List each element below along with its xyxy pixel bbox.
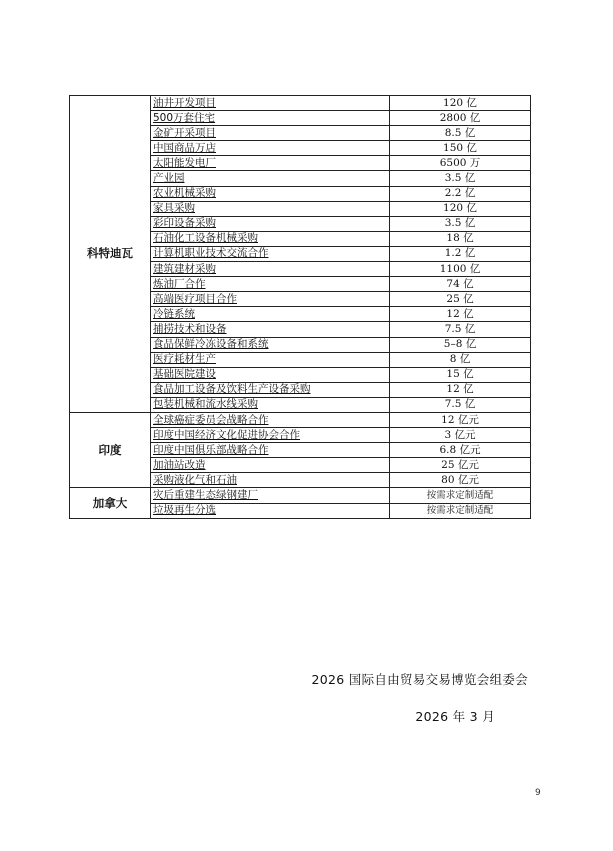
country-cell: 科特迪瓦 [70,96,151,413]
country-cell: 加拿大 [70,488,151,518]
project-value-cell: 74 亿 [390,277,531,292]
project-name-cell: 冷链系统 [151,307,390,322]
project-value-cell: 1100 亿 [390,262,531,277]
project-name-cell: 石油化工设备机械采购 [151,231,390,246]
project-name-cell: 太阳能发电厂 [151,156,390,171]
table-row [70,488,531,503]
project-value-cell: 25 亿 [390,292,531,307]
project-value-cell: 80 亿元 [390,473,531,488]
project-value-cell: 2800 亿 [390,111,531,126]
project-value-cell: 15 亿 [390,367,531,382]
project-name-cell: 印度中国经济文化促进协会合作 [151,428,390,443]
project-name-cell: 食品保鲜冷冻设备和系统 [151,337,390,352]
project-value-cell: 7.5 亿 [390,322,531,337]
table-row [70,412,531,427]
project-name-cell: 捕捞技术和设备 [151,322,390,337]
project-value-cell: 3.5 亿 [390,216,531,231]
project-value-cell: 150 亿 [390,141,531,156]
project-table-body [70,96,531,519]
project-value-cell: 8 亿 [390,352,531,367]
country-cell: 印度 [70,412,151,487]
project-value-cell: 3 亿元 [390,428,531,443]
project-value-cell: 120 亿 [390,96,531,111]
project-name-cell: 采购液化气和石油 [151,473,390,488]
project-value-cell: 按需求定制适配 [390,503,531,518]
project-name-cell: 垃圾再生分选 [151,503,390,518]
project-value-cell: 12 亿元 [390,412,531,427]
project-name-cell: 家具采购 [151,201,390,216]
page-number: 9 [535,788,541,798]
project-value-cell: 18 亿 [390,231,531,246]
project-name-cell: 包装机械和流水线采购 [151,397,390,412]
project-table [69,95,531,519]
project-value-cell: 12 亿 [390,382,531,397]
project-name-cell: 油井开发项目 [151,96,390,111]
project-value-cell: 6500 万 [390,156,531,171]
organizer-signature: 2026 国际自由贸易交易博览会组委会 [311,672,528,687]
project-name-cell: 全球癌症委员会战略合作 [151,412,390,427]
project-value-cell: 8.5 亿 [390,126,531,141]
project-value-cell: 120 亿 [390,201,531,216]
project-name-cell: 建筑建材采购 [151,262,390,277]
project-value-cell: 2.2 亿 [390,186,531,201]
project-name-cell: 彩印设备采购 [151,216,390,231]
project-name-cell: 中国商品万店 [151,141,390,156]
project-value-cell: 12 亿 [390,307,531,322]
project-name-cell: 计算机职业技术交流合作 [151,246,390,261]
project-name-cell: 医疗耗材生产 [151,352,390,367]
project-name-cell: 农业机械采购 [151,186,390,201]
project-value-cell: 5–8 亿 [390,337,531,352]
project-value-cell: 6.8 亿元 [390,443,531,458]
project-name-cell: 印度中国俱乐部战略合作 [151,443,390,458]
project-value-cell: 7.5 亿 [390,397,531,412]
project-value-cell: 1.2 亿 [390,246,531,261]
document-date: 2026 年 3 月 [415,709,495,724]
project-name-cell: 灾后重建生态绿钢建厂 [151,488,390,503]
project-name-cell: 金矿开采项目 [151,126,390,141]
table-row [70,96,531,111]
project-name-cell: 炼油厂合作 [151,277,390,292]
project-name-cell: 500万套住宅 [151,111,390,126]
project-name-cell: 食品加工设备及饮料生产设备采购 [151,382,390,397]
project-name-cell: 基础医院建设 [151,367,390,382]
project-value-cell: 3.5 亿 [390,171,531,186]
project-name-cell: 高端医疗项目合作 [151,292,390,307]
project-name-cell: 产业园 [151,171,390,186]
project-value-cell: 25 亿元 [390,458,531,473]
project-name-cell: 加油站改造 [151,458,390,473]
project-value-cell: 按需求定制适配 [390,488,531,503]
